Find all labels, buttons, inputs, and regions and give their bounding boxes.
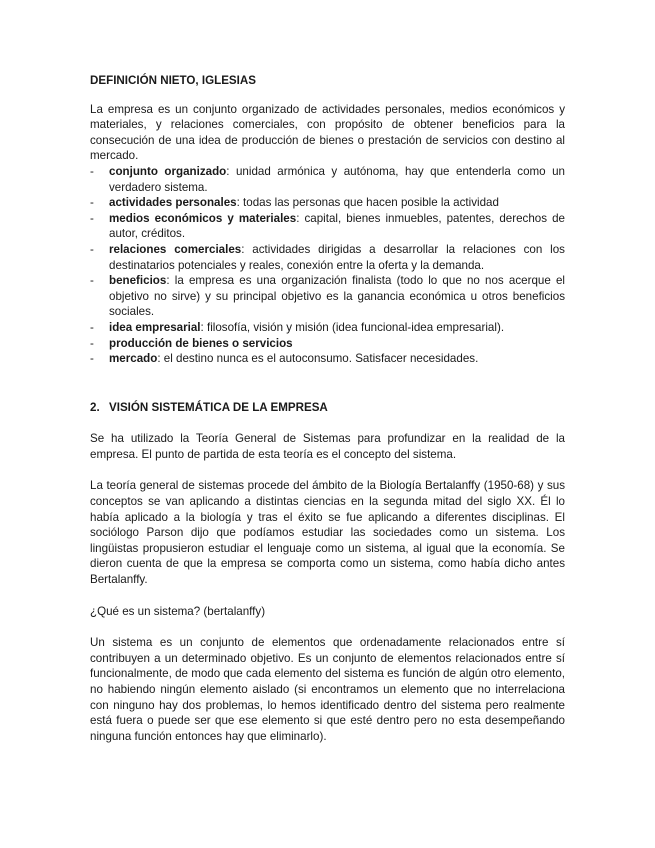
section1-title: DEFINICIÓN NIETO, IGLESIAS: [90, 74, 256, 87]
list-item: [90, 211, 565, 242]
list-item: [90, 273, 565, 320]
page-content: [90, 73, 565, 744]
section1-intro: La empresa es un conjunto organizado de actividades personales, medios económicos y materiales, y relaciones comerciales, con propósito de obtener beneficios para la consecución de una idea de producción de bienes o prestación de servicios con destino al mercado.: [90, 102, 565, 163]
section2-number: 2.: [90, 400, 100, 414]
section2-question: ¿Qué es un sistema? (bertalanffy): [90, 604, 266, 618]
item-desc: : actividades dirigidas a desarrollar la relaciones con los destinatarios potenciales y reales, conexión entre la oferta y la demanda.: [109, 242, 565, 272]
definition-list: [90, 164, 565, 367]
section2-title: [90, 400, 565, 416]
section2-paragraph-3: Un sistema es un conjunto de elementos que ordenadamente relacionados entre sí contribuyen a un determinado objetivo. Es un conjunto de elementos relacionados entre sí funcionalmente, de modo que cada elemento del sistema es función de algún otro elemento, no habiendo ningún elemento aislado (si encontramos un elemento que no interrelaciona con ninguno hay dos problemas, lo hemos identificado dentro del sistema pero realmente está fuera o puede ser que ese elemento si que esté dentro pero no esta desempeñando ninguna función entonces hay que eliminarlo).: [90, 636, 566, 743]
list-item: [90, 320, 565, 336]
bullet-dash: -: [90, 211, 94, 225]
bullet-dash: -: [90, 242, 94, 256]
list-item: [90, 242, 565, 273]
section2-title-text: VISIÓN SISTEMÁTICA DE LA EMPRESA: [109, 400, 328, 414]
item-term: conjunto organizado: [109, 164, 227, 178]
bullet-dash: -: [90, 164, 94, 178]
bullet-dash: -: [90, 196, 94, 210]
item-term: actividades personales: [109, 196, 237, 210]
item-term: medios económicos y materiales: [109, 211, 297, 225]
bullet-dash: -: [90, 274, 94, 288]
item-term: mercado: [109, 352, 158, 366]
list-item: [90, 195, 565, 211]
bullet-dash: -: [90, 336, 94, 350]
bullet-dash: -: [90, 352, 94, 366]
item-desc: : filosofía, visión y misión (idea funcional-idea empresarial).: [200, 320, 505, 334]
item-term: relaciones comerciales: [109, 242, 242, 256]
item-term: beneficios: [109, 274, 167, 288]
item-term: producción de bienes o servicios: [109, 336, 293, 350]
section2-paragraph-2: La teoría general de sistemas procede del ámbito de la Biología Bertalanffy (1950-68) y sus conceptos se van aplicando a distintas ciencias en la segunda mitad del siglo XX. Él lo había aplicado a la biología y tras el éxito se fue aplicando a diferentes disciplinas. El sociólogo Parson dijo que podíamos estudiar las sociedades como un sistema. Los lingüistas propusieron estudiar el lenguaje como un sistema, al igual que la economía. Se dieron cuenta de que la empresa se comporta como un sistema, como había dicho antes Bertalanffy.: [90, 479, 565, 587]
list-item: [90, 164, 565, 195]
item-term: idea empresarial: [109, 320, 201, 334]
item-desc: : capital, bienes inmuebles, patentes, derechos de autor, créditos.: [109, 211, 565, 241]
list-item: [90, 336, 565, 352]
list-item: [90, 351, 565, 367]
item-desc: : unidad armónica y autónoma, hay que entenderla como un verdadero sistema.: [109, 164, 565, 194]
section2-paragraph-1: Se ha utilizado la Teoría General de Sistemas para profundizar en la realidad de la empresa. El punto de partida de esta teoría es el concepto del sistema.: [90, 432, 565, 461]
item-desc: : el destino nunca es el autoconsumo. Satisfacer necesidades.: [157, 352, 479, 366]
bullet-dash: -: [90, 320, 94, 334]
item-desc: : la empresa es una organización finalista (todo lo que no nos acerque el objetivo no sirve) y su principal objetivo es la ganancia económica u otros beneficios sociales.: [109, 274, 565, 319]
item-desc: : todas las personas que hacen posible la actividad: [236, 196, 499, 210]
